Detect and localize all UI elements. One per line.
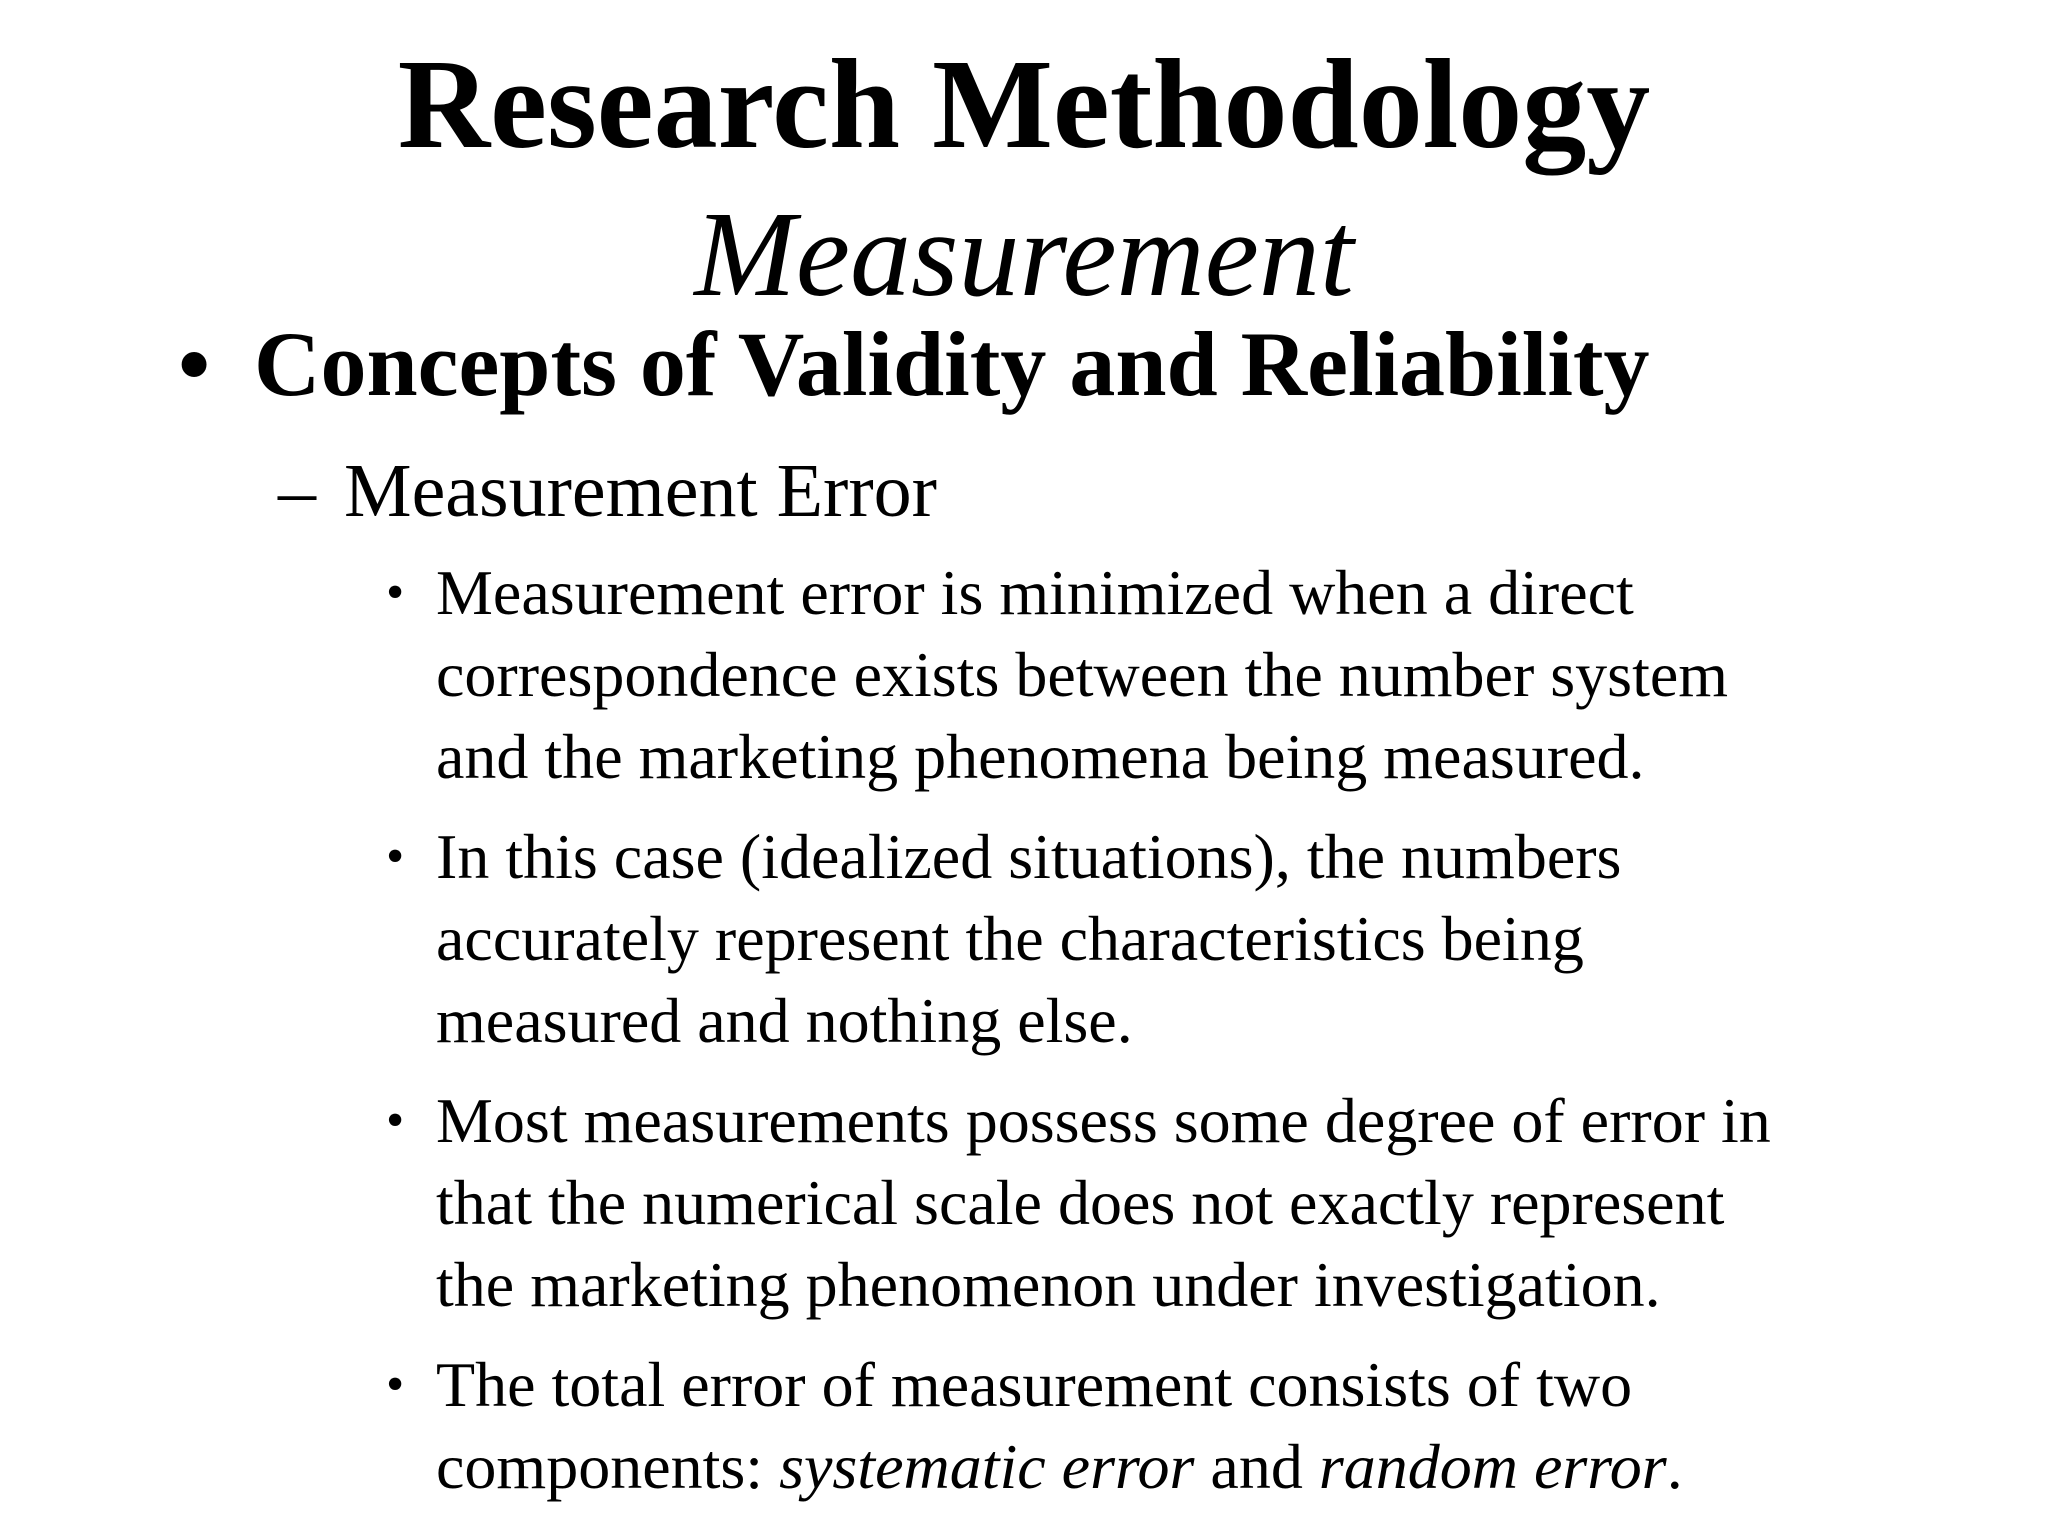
slide-title: Research Methodology — [397, 33, 1651, 175]
conjunction: and — [1194, 1431, 1319, 1502]
dash-marker: – — [278, 449, 316, 533]
bullet-line: correspondence exists between the number system — [436, 639, 1729, 710]
bullet-marker: • — [386, 828, 405, 885]
bullet-line: In this case (idealized situations), the numbers — [436, 821, 1622, 892]
bullet-line: measured and nothing else. — [436, 985, 1133, 1056]
bullet-item — [386, 552, 2006, 798]
bullet-marker: • — [178, 313, 211, 415]
random-error-term: random error — [1318, 1431, 1667, 1502]
bullet-line: Most measurements possess some degree of error in — [436, 1085, 1771, 1156]
bullet-marker: • — [386, 1356, 405, 1413]
line-suffix: . — [1666, 1431, 1683, 1502]
bullet-line-mixed — [436, 1426, 2006, 1508]
bullet-item — [386, 1344, 2006, 1508]
slide-subtitle: Measurement — [694, 187, 1354, 322]
bullet-item — [386, 1080, 2006, 1326]
bullet-line: the marketing phenomenon under investigation. — [436, 1249, 1661, 1320]
bullet-line: The total error of measurement consists of two — [436, 1349, 1633, 1420]
bullet-line: and the marketing phenomena being measured. — [436, 721, 1645, 792]
line-prefix: components: — [436, 1431, 780, 1502]
bullet-line: accurately represent the characteristics being — [436, 903, 1584, 974]
sub-heading-text: Measurement Error — [344, 449, 937, 533]
bullet-marker: • — [386, 564, 405, 621]
systematic-error-term: systematic error — [779, 1431, 1195, 1502]
bullet-line: Measurement error is minimized when a direct — [436, 557, 1634, 628]
bullet-marker: • — [386, 1092, 405, 1149]
bullet-item — [386, 816, 2006, 1062]
bullet-list — [386, 552, 2006, 1526]
bullet-line: that the numerical scale does not exactly represent — [436, 1167, 1725, 1238]
heading-text: Concepts of Validity and Reliability — [254, 313, 1650, 415]
